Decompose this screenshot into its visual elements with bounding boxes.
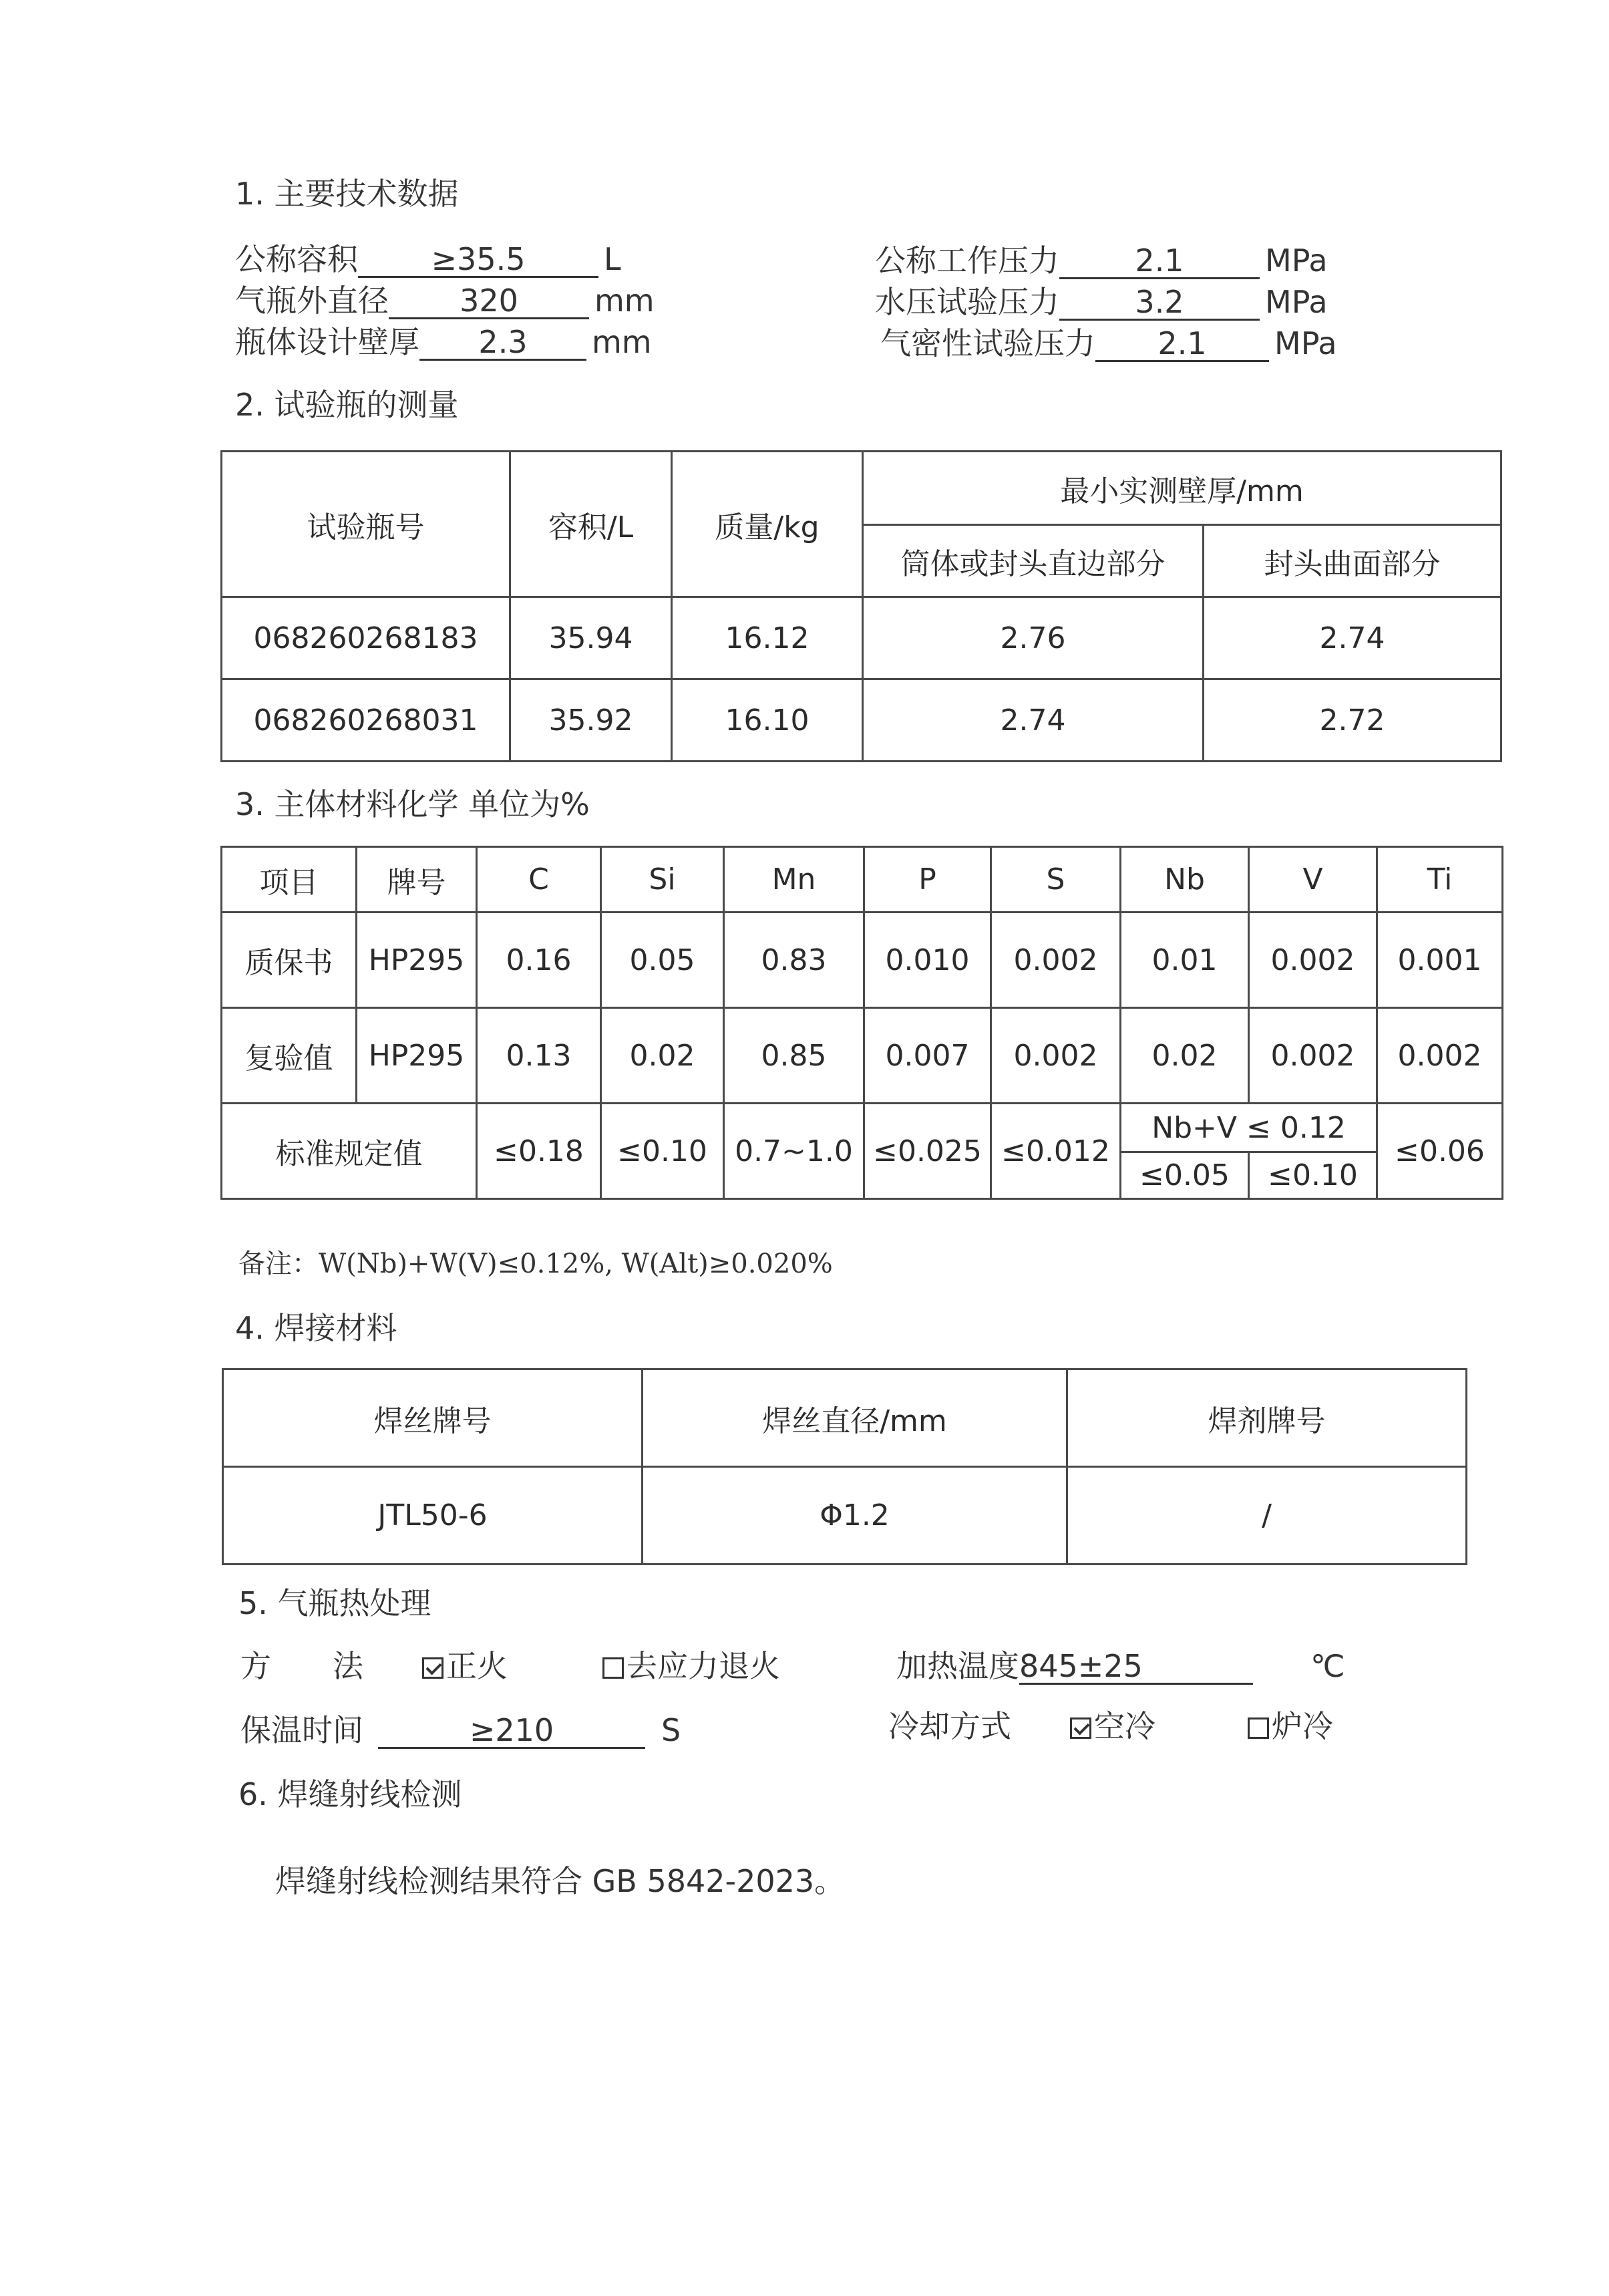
option-stress-relief[interactable] [602,1647,780,1685]
header-s: S [991,847,1121,913]
header-item: 项目 [222,847,357,913]
chemistry-note: 备注：W(Nb)+W(V)≤0.12%, W(Alt)≥0.020% [238,1249,833,1279]
cell-mn: 0.85 [724,1008,864,1104]
header-straight-part: 筒体或封头直边部分 [863,525,1204,597]
option-normalize[interactable] [422,1647,508,1685]
option-air-cool-label: 空冷 [1094,1708,1155,1744]
option-stress-relief-label: 去应力退火 [627,1648,780,1684]
cell-std-nb: ≤0.05 [1121,1152,1249,1199]
header-wire-diameter: 焊丝直径/mm [643,1369,1067,1467]
design-wall-unit: mm [592,324,652,360]
cell-nb: 0.02 [1121,1008,1249,1104]
header-c: C [477,847,601,913]
cell-std-mn: 0.7~1.0 [724,1104,864,1199]
outer-diameter-row [235,282,655,319]
holding-time-value: ≥210 [378,1713,645,1749]
section-6-title: 6. 焊缝射线检测 [238,1776,462,1812]
cell-straight-wall: 2.76 [863,597,1204,679]
heating-temp-label: 加热温度 [896,1648,1019,1684]
header-flux-grade: 焊剂牌号 [1067,1369,1467,1467]
cell-wire-grade: JTL50-6 [223,1467,643,1565]
cell-bottle-no: 068260268031 [222,679,510,762]
option-normalize-label: 正火 [446,1648,508,1684]
option-air-cool[interactable] [1070,1707,1155,1745]
cell-mass: 16.10 [672,679,863,762]
cell-item: 质保书 [222,913,357,1008]
cell-mn: 0.83 [724,913,864,1008]
header-min-wall: 最小实测壁厚/mm [863,452,1501,525]
heating-temp-row [896,1647,1253,1685]
leak-pressure-unit: MPa [1274,325,1337,361]
hydro-pressure-label: 水压试验压力 [875,284,1059,320]
cell-s: 0.002 [991,1008,1121,1104]
cell-flux-grade: / [1067,1467,1467,1565]
cell-s: 0.002 [991,913,1121,1008]
method-label: 方 法 [240,1648,363,1684]
cell-wire-diameter: Φ1.2 [643,1467,1067,1565]
cell-std-ti: ≤0.06 [1377,1104,1503,1199]
cell-c: 0.16 [477,913,601,1008]
leak-pressure-label: 气密性试验压力 [880,325,1095,361]
outer-diameter-label: 气瓶外直径 [235,283,389,319]
header-v: V [1249,847,1377,913]
checkbox-checked-icon[interactable] [422,1657,443,1679]
checkbox-checked-icon[interactable] [1070,1717,1091,1739]
cell-grade: HP295 [357,913,477,1008]
cell-mass: 16.12 [672,597,863,679]
cell-nb: 0.01 [1121,913,1249,1008]
cell-straight-wall: 2.74 [863,679,1204,762]
option-furnace-cool-label: 炉冷 [1272,1708,1333,1744]
cell-std-nb-v-sum: Nb+V ≤ 0.12 [1121,1104,1377,1152]
cell-grade: HP295 [357,1008,477,1104]
cell-si: 0.02 [601,1008,724,1104]
cell-curved-wall: 2.72 [1204,679,1501,762]
header-ti: Ti [1377,847,1503,913]
design-wall-row [235,323,652,361]
header-wire-grade: 焊丝牌号 [223,1369,643,1467]
leak-pressure-row [880,325,1337,362]
cell-curved-wall: 2.74 [1204,597,1501,679]
radiographic-conclusion: 焊缝射线检测结果符合 GB 5842-2023。 [275,1863,846,1899]
cell-c: 0.13 [477,1008,601,1104]
header-volume: 容积/L [510,452,672,597]
cell-bottle-no: 068260268183 [222,597,510,679]
holding-time-row [240,1711,681,1749]
working-pressure-unit: MPa [1265,242,1328,279]
cell-std-p: ≤0.025 [864,1104,991,1199]
header-bottle-no: 试验瓶号 [222,452,510,597]
cell-volume: 35.94 [510,597,672,679]
cell-item: 复验值 [222,1008,357,1104]
design-wall-value: 2.3 [419,325,586,361]
outer-diameter-unit: mm [594,283,655,319]
cell-si: 0.05 [601,913,724,1008]
bottle-measurement-table [220,450,1502,762]
cell-std-s: ≤0.012 [991,1104,1121,1199]
nominal-volume-row [235,240,621,278]
design-wall-label: 瓶体设计壁厚 [235,324,419,360]
working-pressure-row [875,242,1328,279]
hydro-pressure-unit: MPa [1265,284,1328,320]
leak-pressure-value: 2.1 [1095,327,1269,362]
hydro-pressure-row [875,283,1328,321]
section-3-title: 3. 主体材料化学 单位为% [235,786,590,822]
cell-ti: 0.002 [1377,1008,1503,1104]
hydro-pressure-value: 3.2 [1059,285,1260,321]
cell-volume: 35.92 [510,679,672,762]
checkbox-unchecked-icon[interactable] [1248,1717,1269,1739]
chemistry-table [220,846,1503,1200]
holding-time-unit: S [661,1712,681,1748]
option-furnace-cool[interactable] [1248,1707,1333,1745]
cooling-label: 冷却方式 [888,1708,1011,1744]
working-pressure-label: 公称工作压力 [875,242,1059,279]
checkbox-unchecked-icon[interactable] [602,1657,624,1679]
cell-p: 0.007 [864,1008,991,1104]
header-mass: 质量/kg [672,452,863,597]
cell-std-si: ≤0.10 [601,1104,724,1199]
section-2-title: 2. 试验瓶的测量 [235,387,459,423]
header-nb: Nb [1121,847,1249,913]
cell-standard-label: 标准规定值 [222,1104,477,1199]
nominal-volume-unit: L [604,241,621,277]
cell-std-c: ≤0.18 [477,1104,601,1199]
nominal-volume-label: 公称容积 [235,241,358,277]
section-4-title: 4. 焊接材料 [235,1310,397,1346]
section-1-title: 1. 主要技术数据 [235,176,459,212]
header-p: P [864,847,991,913]
nominal-volume-value: ≥35.5 [358,242,598,278]
header-si: Si [601,847,724,913]
cell-std-v: ≤0.10 [1249,1152,1377,1199]
cell-v: 0.002 [1249,1008,1377,1104]
holding-time-label: 保温时间 [240,1712,363,1748]
welding-material-table [222,1368,1467,1565]
header-curved-part: 封头曲面部分 [1204,525,1501,597]
heating-temp-value: 845±25 [1019,1649,1253,1685]
header-grade: 牌号 [357,847,477,913]
section-5-title: 5. 气瓶热处理 [238,1585,431,1621]
working-pressure-value: 2.1 [1059,244,1260,279]
cell-p: 0.010 [864,913,991,1008]
cell-v: 0.002 [1249,913,1377,1008]
header-mn: Mn [724,847,864,913]
cell-ti: 0.001 [1377,913,1503,1008]
heating-temp-unit: ℃ [1310,1648,1345,1684]
outer-diameter-value: 320 [389,284,589,319]
